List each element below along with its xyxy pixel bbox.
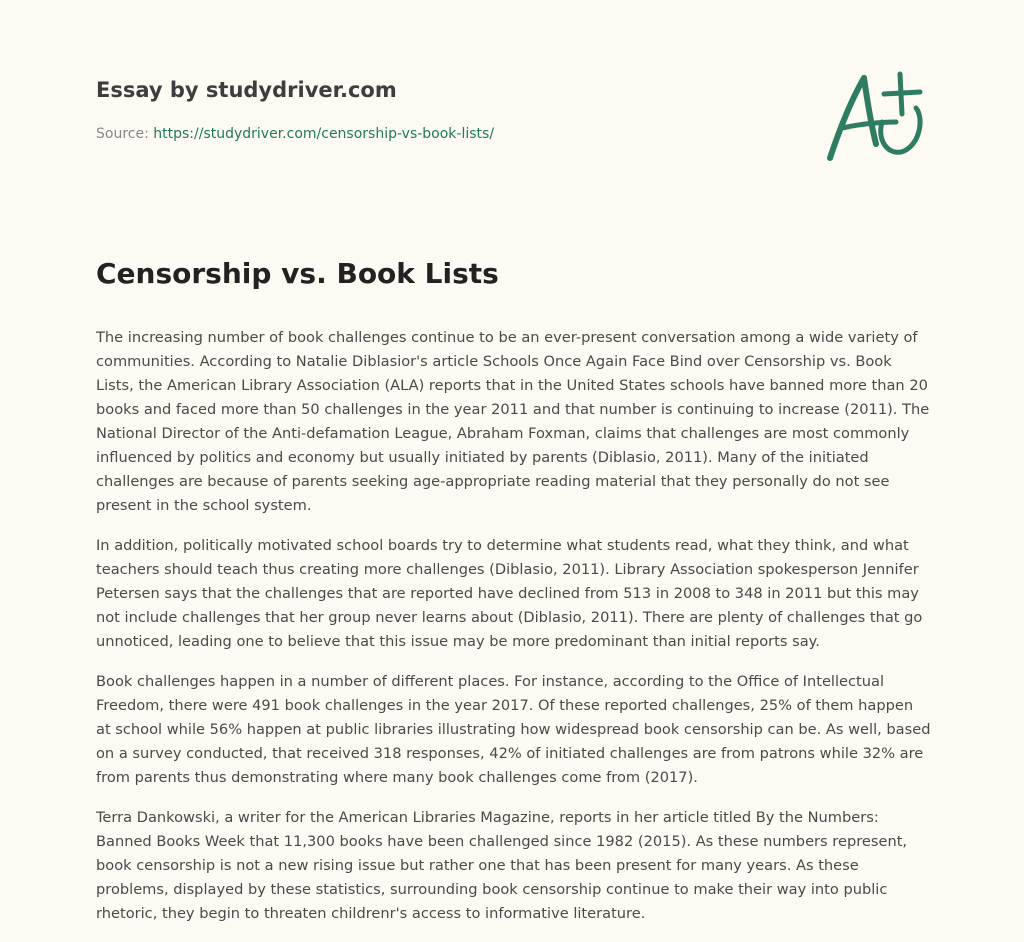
a-plus-logo-icon (820, 66, 930, 166)
article-title: Censorship vs. Book Lists (96, 257, 499, 290)
article (96, 254, 932, 942)
paragraph-3: Book challenges happen in a number of different places. For instance, according to the Office of Intellectual Freedom, there were 491 book challenges in the year 2017. Of these reported challenges, 25% of them happen at school while 56% happen at public libraries illustrating how widespread book censorship can be. As well, based on a survey conducted, that received 318 responses, 42% of initiated challenges are from patrons while 32% are from parents thus demonstrating where many book challenges come from (2017). (96, 673, 931, 786)
page-header (96, 76, 796, 144)
paragraph-4: Terra Dankowski, a writer for the American Libraries Magazine, reports in her article titled By the Numbers: Banned Books Week that 11,300 books have been challenged since 1982 (2015). As these numbers represent, book censorship is not a new rising issue but rather one that has been present for many years. As these problems, displayed by these statistics, surrounding book censorship continue to make their way into public rhetoric, they begin to threaten childrenr's access to informative literature. (96, 809, 908, 922)
source-link[interactable]: https://studydriver.com/censorship-vs-book-lists/ (153, 126, 495, 142)
source-line (96, 124, 796, 144)
site-title: Essay by studydriver.com (96, 78, 397, 102)
paragraph-2: In addition, politically motivated school boards try to determine what students read, what they think, and what teachers should teach thus creating more challenges (Diblasio, 2011). Library Association spokesperson Jennifer Petersen says that the challenges that are reported have declined from 513 in 2008 to 348 in 2011 but this may not include challenges that her group never learns about (Diblasio, 2011). There are plenty of challenges that go unnoticed, leading one to believe that this issue may be more predominant than initial reports say. (96, 537, 923, 650)
paragraph-1: The increasing number of book challenges continue to be an ever-present conversation among a wide variety of communities. According to Natalie Diblasior's article Schools Once Again Face Bind over Censorship vs. Book Lists, the American Library Association (ALA) reports that in the United States schools have banned more than 20 books and faced more than 50 challenges in the year 2011 and that number is continuing to increase (2011). The National Director of the Anti-defamation League, Abraham Foxman, claims that challenges are most commonly influenced by politics and economy but usually initiated by parents (Diblasio, 2011). Many of the initiated challenges are because of parents seeking age-appropriate reading material that they personally do not see present in the school system. (96, 329, 930, 514)
source-label: Source: (96, 126, 149, 142)
